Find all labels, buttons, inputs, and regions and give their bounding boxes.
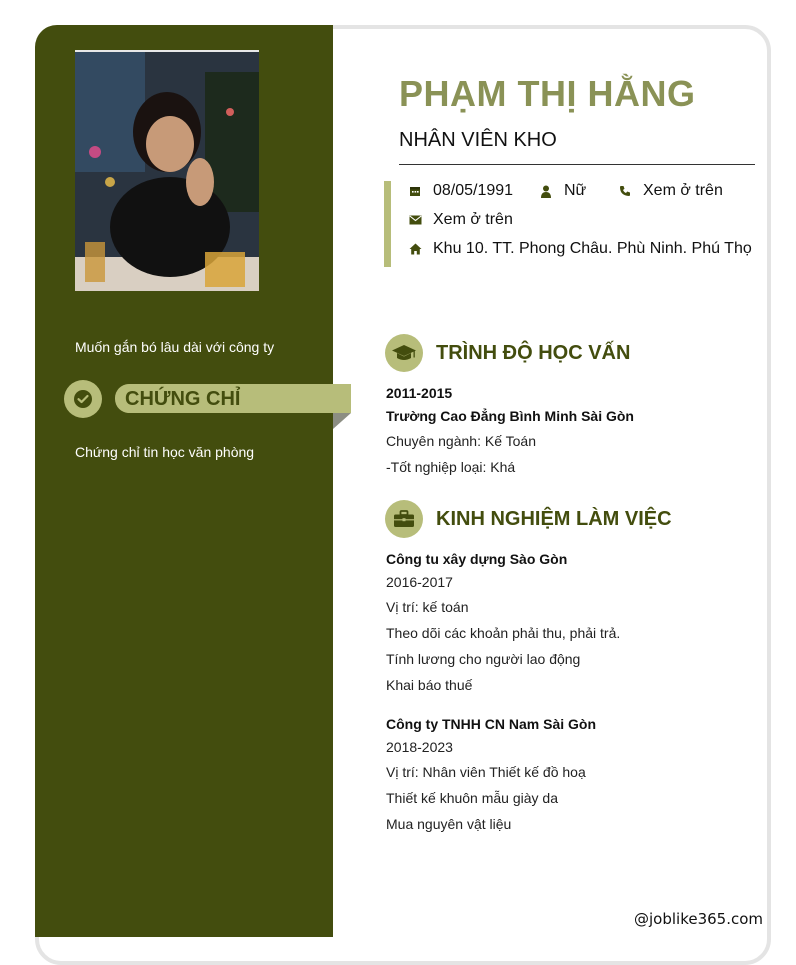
education-period: 2011-2015 (386, 385, 453, 401)
job-2-company: Công ty TNHH CN Nam Sài Gòn (386, 716, 597, 732)
certificates-heading: CHỨNG CHỈ (125, 388, 241, 410)
badge-check-icon (64, 380, 102, 418)
person-icon (539, 184, 553, 198)
phone-icon (618, 184, 632, 198)
job-1-duty: Tính lương cho người lao động (386, 651, 581, 667)
education-grade: -Tốt nghiệp loại: Khá (386, 459, 516, 475)
gender-value: Nữ (564, 182, 587, 199)
job-2-duty: Mua nguyên vật liệu (386, 816, 512, 832)
education-major: Chuyên ngành: Kế Toán (386, 433, 536, 449)
watermark: @joblike365.com (634, 910, 764, 928)
certificate-item: Chứng chỉ tin học văn phòng (75, 444, 255, 460)
contact-birthday (408, 181, 513, 201)
graduation-cap-icon (385, 334, 423, 372)
home-icon (408, 242, 422, 256)
job-1-duty: Khai báo thuế (386, 677, 473, 693)
job-1-period: 2016-2017 (386, 574, 453, 590)
job-2-period: 2018-2023 (386, 739, 453, 755)
contact-accent-bar (384, 181, 391, 267)
job-2-duty: Thiết kế khuôn mẫu giày da (386, 790, 558, 806)
experience-heading: KINH NGHIỆM LÀM VIỆC (436, 508, 672, 530)
ribbon-fold (333, 413, 351, 429)
job-1-duty: Theo dõi các khoản phải thu, phải trả. (386, 625, 621, 641)
envelope-icon (408, 213, 422, 227)
education-school: Trường Cao Đẳng Bình Minh Sài Gòn (386, 408, 634, 424)
career-objective: Muốn gắn bó lâu dài với công ty (75, 339, 275, 355)
job-2-position: Vị trí: Nhân viên Thiết kế đồ hoạ (386, 764, 586, 780)
job-title: NHÂN VIÊN KHO (399, 129, 557, 151)
header-divider (399, 164, 755, 165)
job-1-position: Vị trí: kế toán (386, 599, 469, 615)
contact-gender (539, 181, 586, 201)
contact-address (408, 239, 752, 259)
profile-photo (75, 50, 259, 291)
job-1-company: Công tu xây dựng Sào Gòn (386, 551, 568, 567)
calendar-icon (408, 184, 422, 198)
contact-phone[interactable] (618, 181, 723, 201)
email-value: Xem ở trên (433, 211, 513, 228)
phone-value: Xem ở trên (643, 182, 723, 199)
briefcase-icon (385, 500, 423, 538)
contact-email[interactable] (408, 210, 513, 230)
address-value: Khu 10. TT. Phong Châu. Phù Ninh. Phú Thọ (433, 240, 752, 257)
birthday-value: 08/05/1991 (433, 182, 514, 199)
education-heading: TRÌNH ĐỘ HỌC VẤN (436, 342, 631, 364)
candidate-name: PHẠM THỊ HẰNG (399, 73, 696, 114)
